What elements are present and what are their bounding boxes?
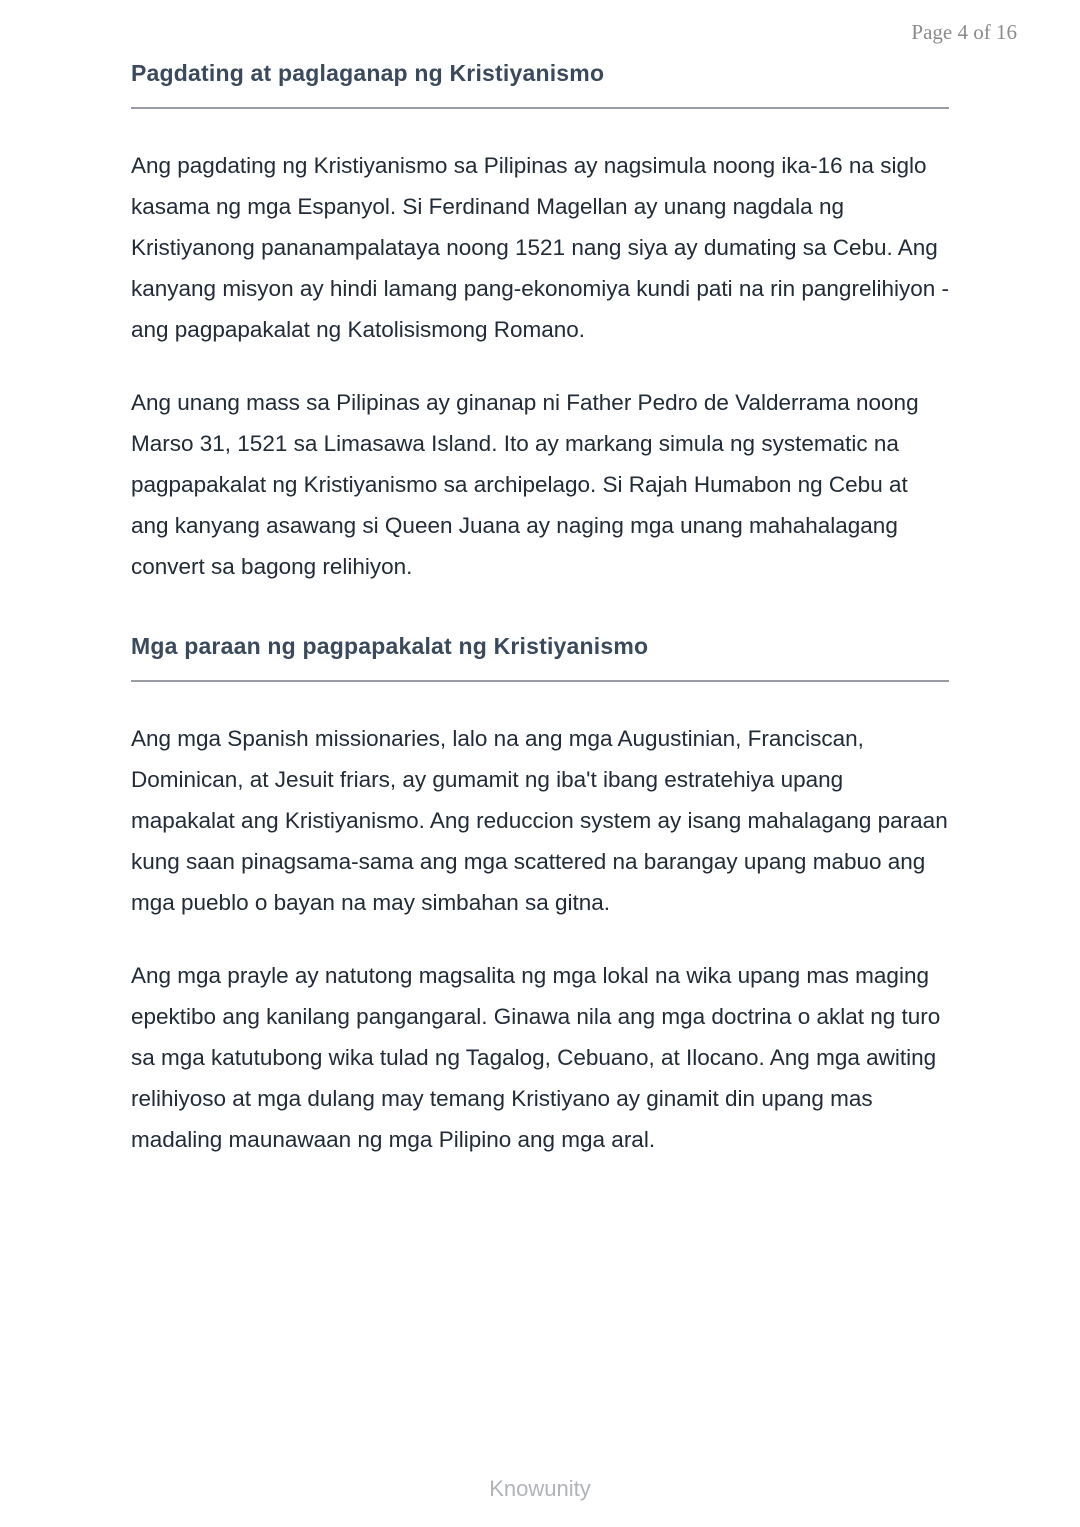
section-pagdating — [131, 60, 949, 587]
body-paragraph: Ang mga prayle ay natutong magsalita ng mga lokal na wika upang mas maging epektibo ang kanilang pangangaral. Ginawa nila ang mga doctrina o aklat ng turo sa mga katutubong wika tulad ng Tagalog, Cebuano, at Ilocano. Ang mga awiting relihiyoso at mga dulang may temang Kristiyano ay ginamit din upang mas madaling maunawaan ng mga Pilipino ang mga aral. — [131, 963, 941, 1152]
body-paragraph: Ang unang mass sa Pilipinas ay ginanap ni Father Pedro de Valderrama noong Marso 31, 1521 sa Limasawa Island. Ito ay markang simula ng systematic na pagpapakalat ng Kristiyanismo sa archipelago. Si Rajah Humabon ng Cebu at ang kanyang asawang si Queen Juana ay naging mga unang mahahalagang convert sa bagong relihiyon. — [131, 390, 919, 579]
body-paragraph: Ang pagdating ng Kristiyanismo sa Pilipinas ay nagsimula noong ika-16 na siglo kasama ng mga Espanyol. Si Ferdinand Magellan ay unang nagdala ng Kristiyanong pananampalataya noong 1521 nang siya ay dumating sa Cebu. Ang kanyang misyon ay hindi lamang pang-ekonomiya kundi pati na rin pangrelihiyon - ang pagpapakalat ng Katolisismong Romano. — [131, 153, 949, 342]
section-heading: Mga paraan ng pagpapakalat ng Kristiyanismo — [131, 633, 949, 682]
page-indicator: Page 4 of 16 — [911, 20, 1017, 44]
section-heading: Pagdating at paglaganap ng Kristiyanismo — [131, 60, 949, 109]
knowunity-watermark: Knowunity — [489, 1476, 591, 1501]
document-content — [131, 0, 949, 1160]
section-mga-paraan — [131, 633, 949, 1160]
body-paragraph: Ang mga Spanish missionaries, lalo na ang mga Augustinian, Franciscan, Dominican, at Jesuit friars, ay gumamit ng iba't ibang estratehiya upang mapakalat ang Kristiyanismo. Ang reduccion system ay isang mahalagang paraan kung saan pinagsama-sama ang mga scattered na barangay upang mabuo ang mga pueblo o bayan na may simbahan sa gitna. — [131, 726, 948, 915]
